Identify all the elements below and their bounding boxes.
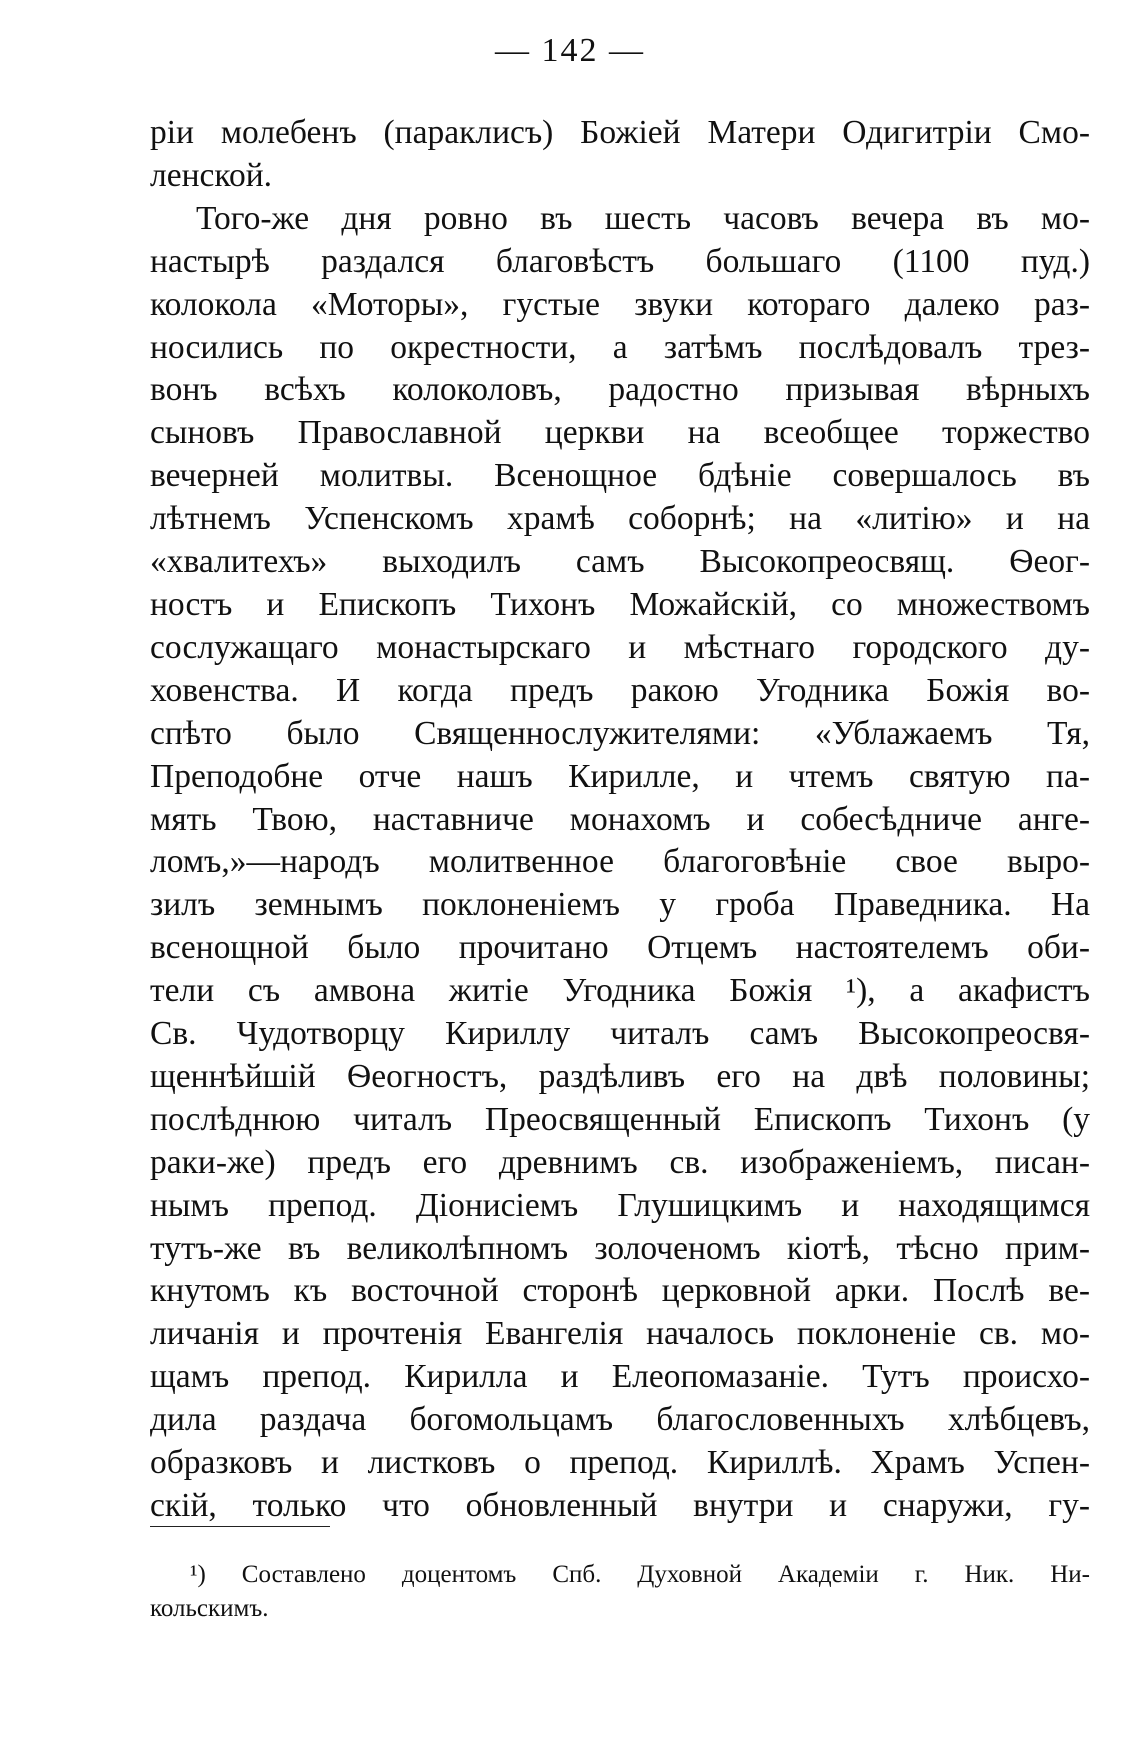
text-line: Того-же дня ровно въ шесть часовъ вечера въ мо- xyxy=(196,199,1090,237)
text-line: зилъ земнымъ поклоненіемъ у гроба Праведника. На xyxy=(150,886,1090,924)
text-line: лѣтнемъ Успенскомъ храмѣ соборнѣ; на «литію» и на xyxy=(150,500,1090,538)
text-line: тутъ-же въ великолѣпномъ золоченомъ кіотѣ, тѣсно прим- xyxy=(150,1229,1090,1267)
page-number: — 142 — xyxy=(495,32,645,69)
text-line: нымъ препод. Діонисіемъ Глушицкимъ и находящимся xyxy=(150,1186,1090,1224)
text-line: раки-же) предъ его древнимъ св. изображеніемъ, писан- xyxy=(150,1143,1090,1181)
text-line: ломъ,»—народъ молитвенное благоговѣніе свое выро- xyxy=(150,843,1090,881)
text-line: вечерней молитвы. Всенощное бдѣніе совершалось въ xyxy=(150,457,1090,495)
text-line: ленской. xyxy=(150,156,273,194)
text-line: ностъ и Епископъ Тихонъ Можайскій, со множествомъ xyxy=(150,585,1090,623)
text-line: «хвалитехъ» выходилъ самъ Высокопреосвящ. Ѳеог- xyxy=(150,543,1090,581)
text-line: сыновъ Православной церкви на всеобщее торжество xyxy=(150,414,1090,452)
text-line: носились по окрестности, а затѣмъ послѣдовалъ трез- xyxy=(150,328,1090,366)
text-line: кнутомъ къ восточной сторонѣ церковной арки. Послѣ ве- xyxy=(150,1272,1090,1310)
footnote-line: ¹) Составлено доцентомъ Спб. Духовной Академіи г. Ник. Ни- xyxy=(190,1561,1090,1588)
footnote-line: кольскимъ. xyxy=(150,1595,269,1622)
text-line: тели съ амвона житіе Угодника Божія ¹), а акафистъ xyxy=(150,972,1090,1010)
text-line: ховенства. И когда предъ ракою Угодника Божія во- xyxy=(150,671,1090,709)
text-line: вонъ всѣхъ колоколовъ, радостно призывая вѣрныхъ xyxy=(150,371,1090,409)
text-line: послѣднюю читалъ Преосвященный Епископъ Тихонъ (у xyxy=(150,1100,1090,1138)
text-line: ріи молебенъ (параклисъ) Божіей Матери Одигитріи Смо- xyxy=(150,114,1090,151)
body-text xyxy=(150,112,1090,1528)
text-line: скій, только что обновленный внутри и снаружи, гу- xyxy=(150,1487,1090,1524)
text-line: всенощной было прочитано Отцемъ настоятелемъ оби- xyxy=(150,929,1090,967)
text-line: колокола «Моторы», густые звуки котораго далеко раз- xyxy=(150,285,1090,323)
text-line: спѣто было Священнослужителями: «Ублажаемъ Тя, xyxy=(150,714,1090,752)
text-line: Св. Чудотворцу Кириллу читалъ самъ Высокопреосвя- xyxy=(150,1015,1090,1053)
text-line: личанія и прочтенія Евангелія началось поклоненіе св. мо- xyxy=(150,1315,1090,1353)
text-line: мять Твою, наставниче монахомъ и собесѣдниче анге- xyxy=(150,800,1090,838)
footnote-divider xyxy=(150,1526,330,1527)
text-line: Преподобне отче нашъ Кирилле, и чтемъ святую па- xyxy=(150,757,1090,795)
footnote xyxy=(150,1558,1090,1626)
text-line: образковъ и листковъ о препод. Кириллѣ. Храмъ Успен- xyxy=(150,1444,1090,1482)
text-line: дила раздача богомольцамъ благословенныхъ хлѣбцевъ, xyxy=(150,1401,1090,1439)
text-line: сослужащаго монастырскаго и мѣстнаго городского ду- xyxy=(150,628,1090,666)
text-line: настырѣ раздался благовѣстъ большаго (1100 пуд.) xyxy=(150,242,1090,280)
text-line: щамъ препод. Кирилла и Елеопомазаніе. Тутъ происхо- xyxy=(150,1358,1090,1396)
text-line: щеннѣйшій Ѳеогностъ, раздѣливъ его на двѣ половины; xyxy=(150,1057,1090,1095)
